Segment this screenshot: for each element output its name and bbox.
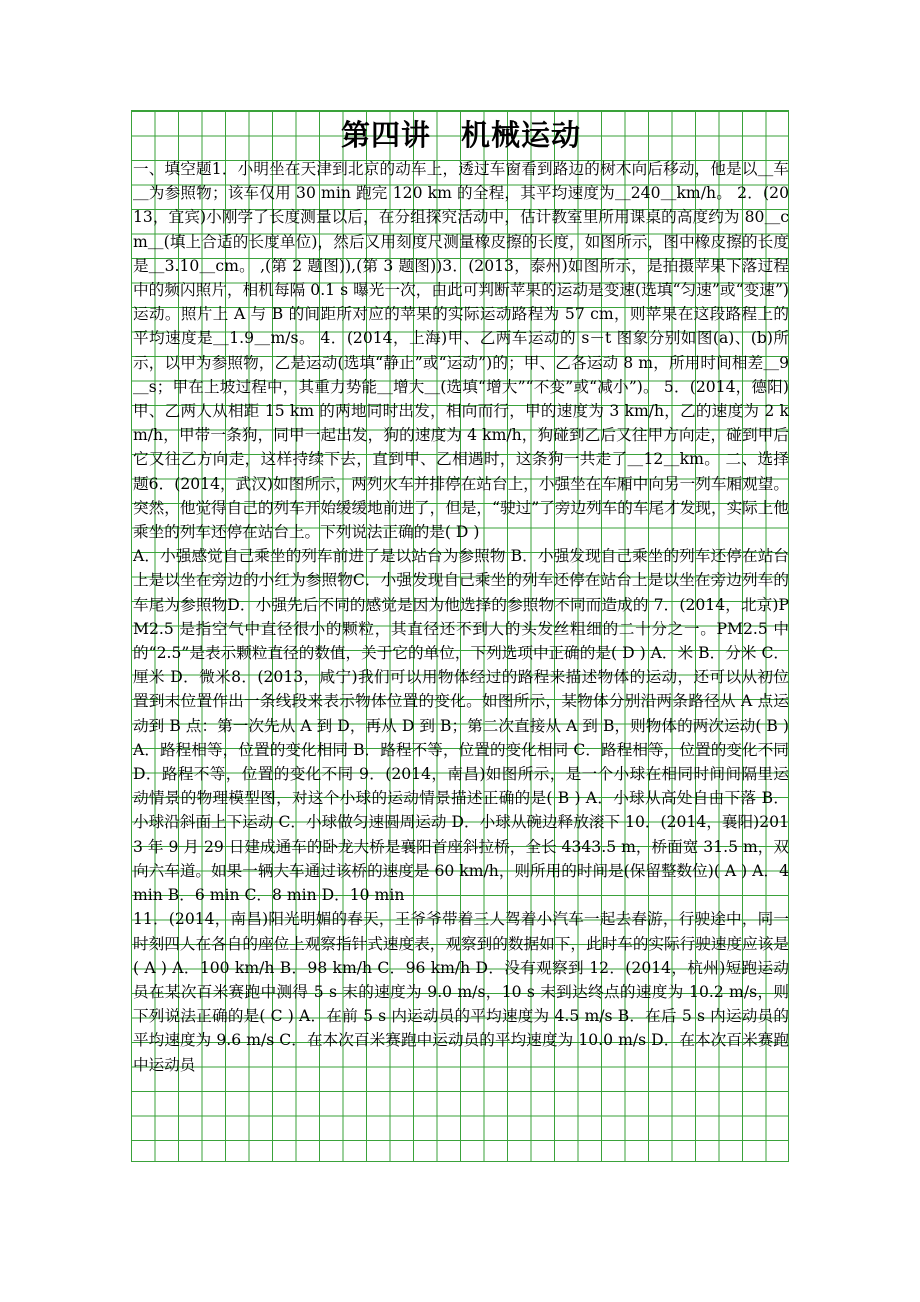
page-title: 第四讲 机械运动 — [340, 118, 581, 152]
document-body — [133, 157, 789, 1077]
paragraph-choice-questions-continued: 11．(2014，南昌)阳光明媚的春天，王爷爷带着三人驾着小汽车一起去春游，行驶途中，同一时刻四人在各自的座位上观察指针式速度表，观察到的数据如下，此时车的实际行驶速度应该是( A ) A．100 km/h B．98 km/h C．96 km/h D．没有观察到 12．(2014，杭州)短跑运动员在某次百米赛跑中测得 5 s 末的速度为 9.0 m/s，10 s 末到达终点的速度为 10.2 m/s，则下列说法正确的是( C ) A．在前 5 s 内运动员的平均速度为 4.5 m/s B．在后 5 s 内运动员的平均速度为 9.6 m/s C．在本次百米赛跑中运动员的平均速度为 10.0 m/s D．在本次百米赛跑中运动员 — [133, 910, 789, 1074]
paragraph-fill-in-and-choice-intro: 一、填空题1．小明坐在天津到北京的动车上，透过车窗看到路边的树木向后移动，他是以＿车＿为参照物；该车仅用 30 min 跑完 120 km 的全程，其平均速度为＿240＿km/h。 2．(2013，宜宾)小刚学了长度测量以后，在分组探究活动中，估计教室里所用课桌的高度约为 80＿cm＿(填上合适的长度单位)，然后又用刻度尺测量橡皮擦的长度，如图所示，图中橡皮擦的长度是＿3.10＿cm。 ,(第 2 题图)),(第 3 题图))3．(2013，泰州)如图所示，是拍摄苹果下落过程中的频闪照片，相机每隔 0.1 s 曝光一次，由此可判断苹果的运动是变速(选填“匀速”或“变速”)运动。照片上 A 与 B 的间距所对应的苹果的实际运动路程为 57 cm，则苹果在这段路程上的平均速度是＿1.9＿m/s。 4．(2014，上海)甲、乙两车运动的 s－t 图象分别如图(a)、(b)所示，以甲为参照物，乙是运动(选填“静止”或“运动”)的；甲、乙各运动 8 m，所用时间相差＿9＿s；甲在上坡过程中，其重力势能＿增大＿(选填“增大”“不变”或“减小”)。 5．(2014，德阳)甲、乙两人从相距 15 km 的两地同时出发，相向而行，甲的速度为 3 km/h，乙的速度为 2 km/h，甲带一条狗，同甲一起出发，狗的速度为 4 km/h，狗碰到乙后又往甲方向走，碰到甲后它又往乙方向走，这样持续下去，直到甲、乙相遇时，这条狗一共走了＿12＿km。 二、选择题6．(2014，武汉)如图所示，两列火车并排停在站台上，小强坐在车厢中向另一列车厢观望。突然，他觉得自己的列车开始缓缓地前进了，但是，“驶过”了旁边列车的车尾才发现，实际上他乘坐的列车还停在站台上。下列说法正确的是( D ) — [133, 160, 789, 542]
exercise-sheet — [131, 110, 789, 1162]
paragraph-choice-questions: A．小强感觉自己乘坐的列车前进了是以站台为参照物 B．小强发现自己乘坐的列车还停在站台上是以坐在旁边的小红为参照物C．小强发现自己乘坐的列车还停在站台上是以坐在旁边列车的车尾为参照物D．小强先后不同的感觉是因为他选择的参照物不同而造成的 7．(2014，北京)PM2.5 是指空气中直径很小的颗粒，其直径还不到人的头发丝粗细的二十分之一。PM2.5 中的“2.5”是表示颗粒直径的数值，关于它的单位，下列选项中正确的是( D ) A．米 B．分米 C．厘米 D．微米8．(2013，咸宁)我们可以用物体经过的路程来描述物体的运动，还可以从初位置到末位置作出一条线段来表示物体位置的变化。如图所示，某物体分别沿两条路径从 A 点运动到 B 点：第一次先从 A 到 D，再从 D 到 B；第二次直接从 A 到 B，则物体的两次运动( B ) A．路程相等，位置的变化相同 B．路程不等，位置的变化相同 C．路程相等，位置的变化不同 D．路程不等，位置的变化不同 9．(2014，南昌)如图所示，是一个小球在相同时间间隔里运动情景的物理模型图，对这个小球的运动情景描述正确的是( B ) A．小球从高处自由下落 B．小球沿斜面上下运动 C．小球做匀速圆周运动 D．小球从碗边释放滚下 10．(2014，襄阳)2013 年 9 月 29 日建成通车的卧龙大桥是襄阳首座斜拉桥，全长 4343.5 m，桥面宽 31.5 m，双向六车道。如果一辆大车通过该桥的速度是 60 km/h，则所用的时间是(保留整数位)( A ) A．4 min B．6 min C．8 min D．10 min — [133, 547, 789, 905]
